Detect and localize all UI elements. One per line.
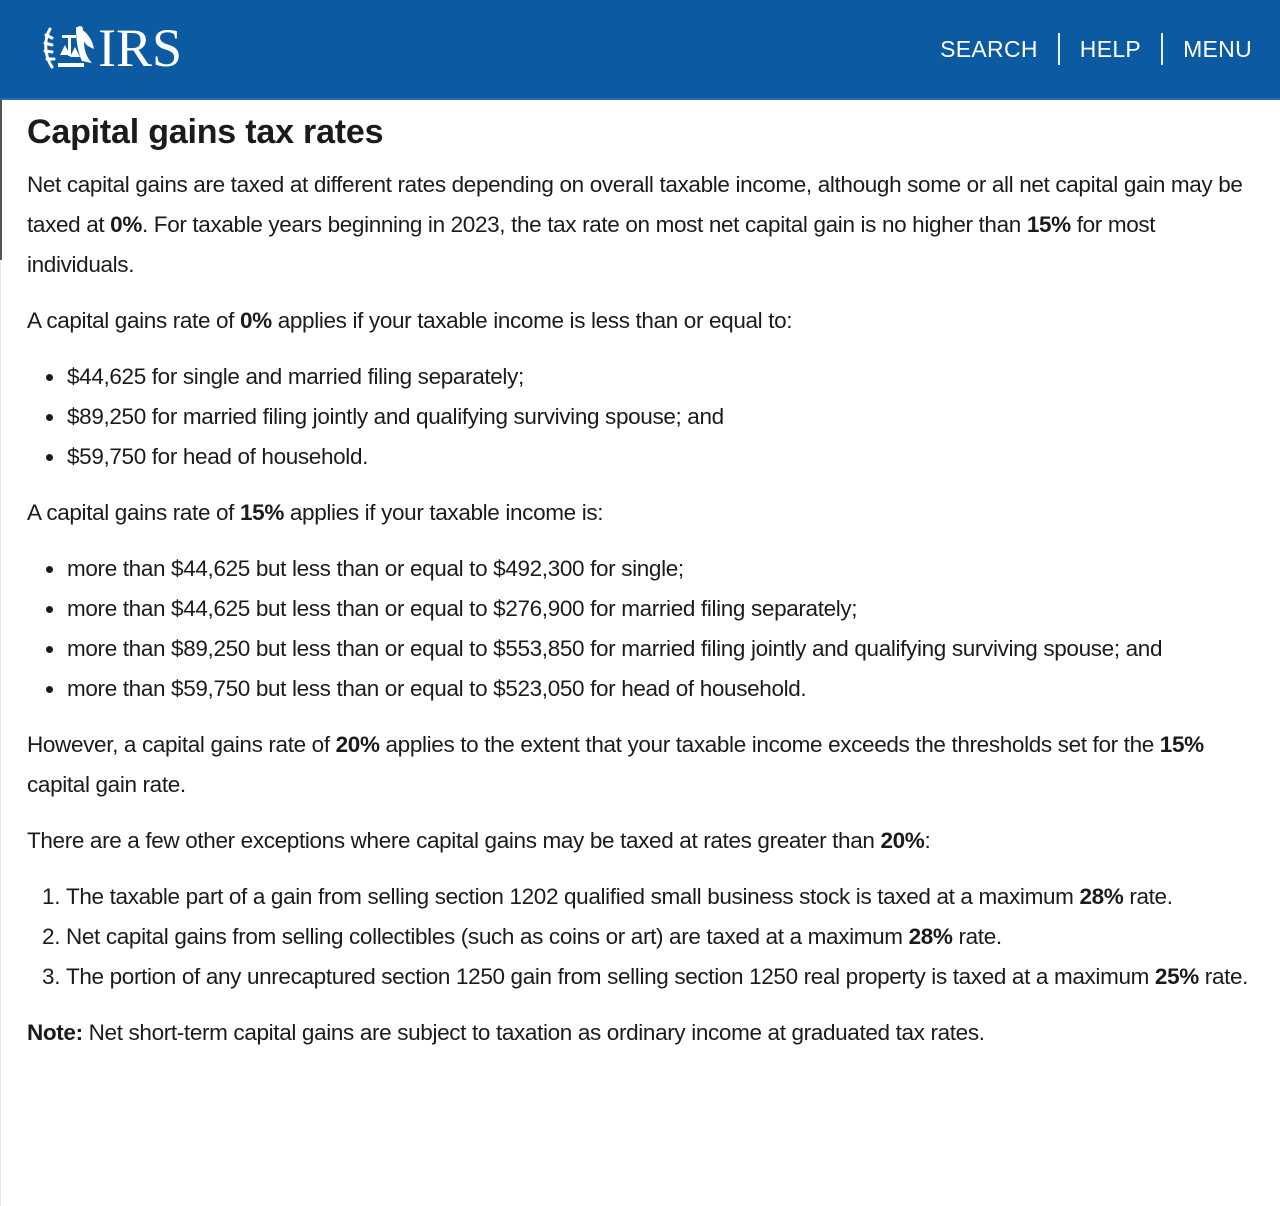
- irs-eagle-icon: [40, 21, 98, 75]
- exceptions-list: [27, 877, 1253, 997]
- left-edge-rule-light: [0, 260, 1, 1206]
- irs-logo-text: IRS: [98, 18, 183, 78]
- fifteen-rate-threshold-list: [27, 549, 1253, 709]
- list-item: • more than $44,625 but less than or equal to $276,900 for married filing separately;: [66, 589, 1253, 629]
- list-item: • more than $59,750 but less than or equal to $523,050 for head of household.: [66, 669, 1253, 709]
- rate-highlight: 0%: [240, 308, 272, 333]
- rate-highlight: 28%: [908, 924, 953, 949]
- fifteen-rate-paragraph: A capital gains rate of 15% applies if your taxable income is:: [27, 500, 604, 525]
- list-item: 3. The portion of any unrecaptured section 1250 gain from selling section 1250 real property is taxed at a maximum 25% rate.: [66, 957, 1253, 997]
- irs-logo-link[interactable]: [40, 20, 182, 76]
- note-paragraph: Note: Net short-term capital gains are subject to taxation as ordinary income at graduated tax rates.: [27, 1020, 985, 1045]
- list-item: • $89,250 for married filing jointly and qualifying surviving spouse; and: [66, 397, 1253, 437]
- twenty-rate-paragraph: However, a capital gains rate of 20% applies to the extent that your taxable income exceeds the thresholds set for the 15% capital gain rate.: [27, 732, 1204, 797]
- site-header: [0, 0, 1280, 100]
- intro-paragraph: Net capital gains are taxed at different rates depending on overall taxable income, although some or all net capital gain may be taxed at 0%. For taxable years beginning in 2023, the tax rate on most net capital gain is no higher than 15% for most individuals.: [27, 172, 1243, 277]
- list-item: • $59,750 for head of household.: [66, 437, 1253, 477]
- zero-rate-paragraph: A capital gains rate of 0% applies if your taxable income is less than or equal to:: [27, 308, 793, 333]
- nav-search-link[interactable]: SEARCH: [940, 36, 1038, 62]
- list-item: 1. The taxable part of a gain from selling section 1202 qualified small business stock is taxed at a maximum 28% rate.: [66, 877, 1253, 917]
- rate-highlight: 15%: [1159, 732, 1204, 757]
- left-edge-rule: [0, 100, 2, 260]
- nav-help-link[interactable]: HELP: [1079, 36, 1142, 62]
- rate-highlight: 25%: [1154, 964, 1199, 989]
- top-navigation: [920, 33, 1252, 65]
- list-item: • more than $89,250 but less than or equal to $553,850 for married filing jointly and qualifying surviving spouse; and: [66, 629, 1253, 669]
- zero-rate-threshold-list: [27, 357, 1253, 477]
- list-item: 2. Net capital gains from selling collectibles (such as coins or art) are taxed at a maximum 28% rate.: [66, 917, 1253, 957]
- rate-highlight: 28%: [1079, 884, 1124, 909]
- note-label: Note:: [27, 1020, 83, 1045]
- exceptions-paragraph: There are a few other exceptions where capital gains may be taxed at rates greater than 20%:: [27, 828, 931, 853]
- list-item: • $44,625 for single and married filing separately;: [66, 357, 1253, 397]
- rate-highlight: 20%: [335, 732, 380, 757]
- rate-highlight: 15%: [240, 500, 284, 525]
- list-item: • more than $44,625 but less than or equal to $492,300 for single;: [66, 549, 1253, 589]
- nav-menu-link[interactable]: MENU: [1183, 36, 1252, 62]
- main-content: [0, 110, 1280, 1053]
- rate-highlight: 20%: [880, 828, 925, 853]
- rate-highlight: 15%: [1026, 212, 1071, 237]
- rate-highlight: 0%: [110, 212, 142, 237]
- page-title: Capital gains tax rates: [27, 113, 384, 151]
